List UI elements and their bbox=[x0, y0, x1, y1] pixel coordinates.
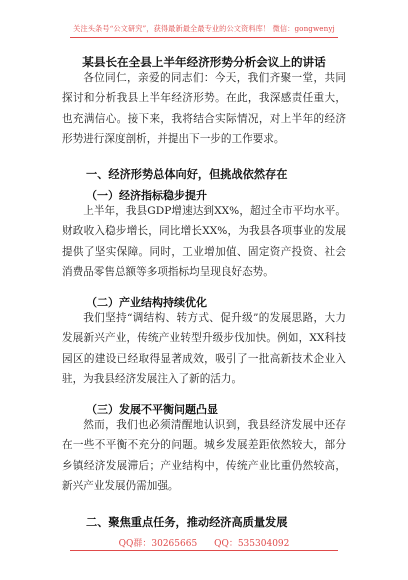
footer-qq-number: QQ：535304092 bbox=[214, 539, 290, 549]
footer-qq-group: QQ群：30265665 bbox=[118, 539, 198, 549]
subsection-2-paragraph: 我们坚持“调结构、转方式、促升级”的发展思路，大力发展新兴产业，传统产业转型升级步伐加快。例如，XX科技园区的建设已经取得显著成效，吸引了一批高新技术企业入驻，为我县经济发展注入了新的活力。 bbox=[62, 312, 346, 386]
document-title: 某县长在全县上半年经济形势分析会议上的讲话 bbox=[82, 55, 326, 69]
footer-divider bbox=[70, 550, 338, 551]
subsection-2-heading: （二）产业结构持续优化 bbox=[86, 296, 207, 309]
subsection-2-block bbox=[62, 308, 346, 390]
footer-contact bbox=[0, 536, 408, 549]
header-banner: 关注头条号“公文研究”，获得最新最全最专业的公文资料库！ 微信：gongwenyj bbox=[73, 24, 335, 33]
subsection-1-heading: （一）经济指标稳步提升 bbox=[86, 189, 207, 202]
subsection-1-block bbox=[62, 201, 346, 283]
subsection-3-heading: （三）发展不平衡问题凸显 bbox=[86, 403, 218, 416]
intro-paragraph-block bbox=[62, 68, 346, 150]
intro-paragraph: 各位同仁，亲爱的同志们：今天，我们齐聚一堂，共同探讨和分析我县上半年经济形势。在此，我深感责任重大，也充满信心。接下来，我将结合实际情况，对上半年的经济形势进行深度剖析，并提出下一步的工作要求。 bbox=[62, 72, 346, 146]
header-divider bbox=[70, 37, 338, 38]
subsection-1-paragraph: 上半年，我县GDP增速达到XX%，超过全市平均水平。财政收入稳步增长，同比增长XX%，为我县各项事业的发展提供了坚实保障。同时，工业增加值、固定资产投资、社会消费品零售总额等多项指标均呈现良好态势。 bbox=[62, 205, 346, 279]
subsection-3-block bbox=[62, 415, 346, 497]
section-2-heading: 二、聚焦重点任务，推动经济高质量发展 bbox=[86, 515, 288, 529]
subsection-3-paragraph: 然而，我们也必须清醒地认识到，我县经济发展中还存在一些不平衡不充分的问题。城乡发展差距依然较大，部分乡镇经济发展滞后；产业结构中，传统产业比重仍然较高，新兴产业发展仍需加强。 bbox=[62, 419, 346, 493]
section-1-heading: 一、经济形势总体向好，但挑战依然存在 bbox=[86, 167, 288, 181]
